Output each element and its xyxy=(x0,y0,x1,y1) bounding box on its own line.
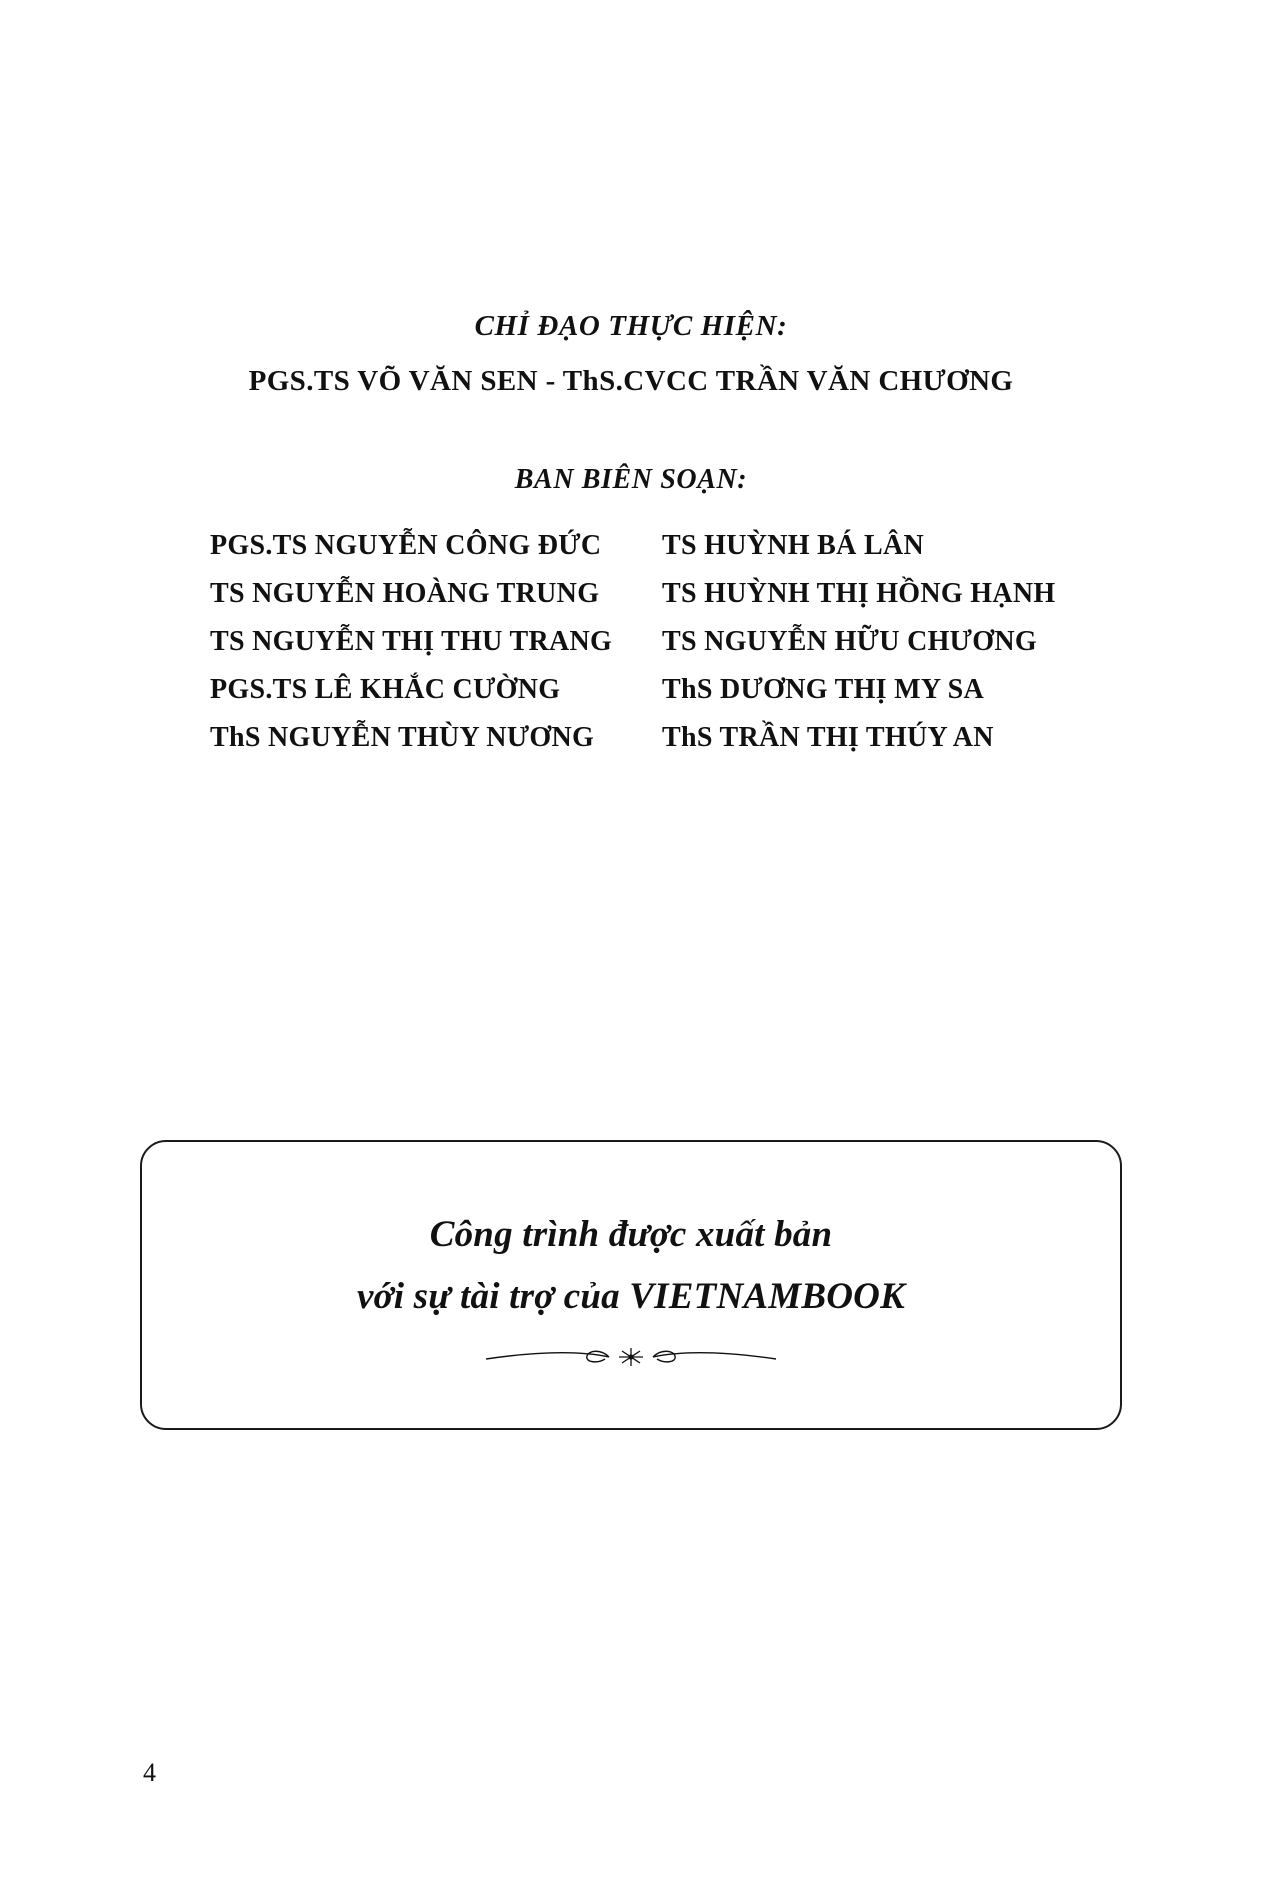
editorial-board-list xyxy=(0,522,1262,762)
list-item: TS HUỲNH THỊ HỒNG HẠNH xyxy=(662,578,1056,609)
list-item: ThS TRẦN THỊ THÚY AN xyxy=(662,722,994,753)
sponsor-line-2: với sự tài trợ của VIETNAMBOOK xyxy=(357,1276,905,1317)
list-item: ThS DƯƠNG THỊ MY SA xyxy=(662,674,985,705)
list-item: TS NGUYỄN HỮU CHƯƠNG xyxy=(662,626,1037,657)
sponsor-line-1: Công trình được xuất bản xyxy=(429,1214,833,1255)
direction-heading: CHỈ ĐẠO THỰC HIỆN: xyxy=(474,310,788,342)
list-item: TS HUỲNH BÁ LÂN xyxy=(662,530,924,561)
sponsor-notice-box xyxy=(140,1140,1122,1430)
page-number: 4 xyxy=(143,1758,156,1787)
list-item: TS NGUYỄN HOÀNG TRUNG xyxy=(210,578,600,609)
flourish-divider-icon xyxy=(481,1340,781,1374)
editorial-board-heading: BAN BIÊN SOẠN: xyxy=(514,464,748,495)
list-item: PGS.TS LÊ KHẮC CƯỜNG xyxy=(210,674,561,705)
list-item: TS NGUYỄN THỊ THU TRANG xyxy=(210,626,613,657)
list-item: ThS NGUYỄN THÙY NƯƠNG xyxy=(210,722,595,753)
list-item: PGS.TS NGUYỄN CÔNG ĐỨC xyxy=(210,530,602,561)
direction-names: PGS.TS VÕ VĂN SEN - ThS.CVCC TRẦN VĂN CHƯƠNG xyxy=(248,365,1014,397)
credits-block xyxy=(0,310,1262,762)
